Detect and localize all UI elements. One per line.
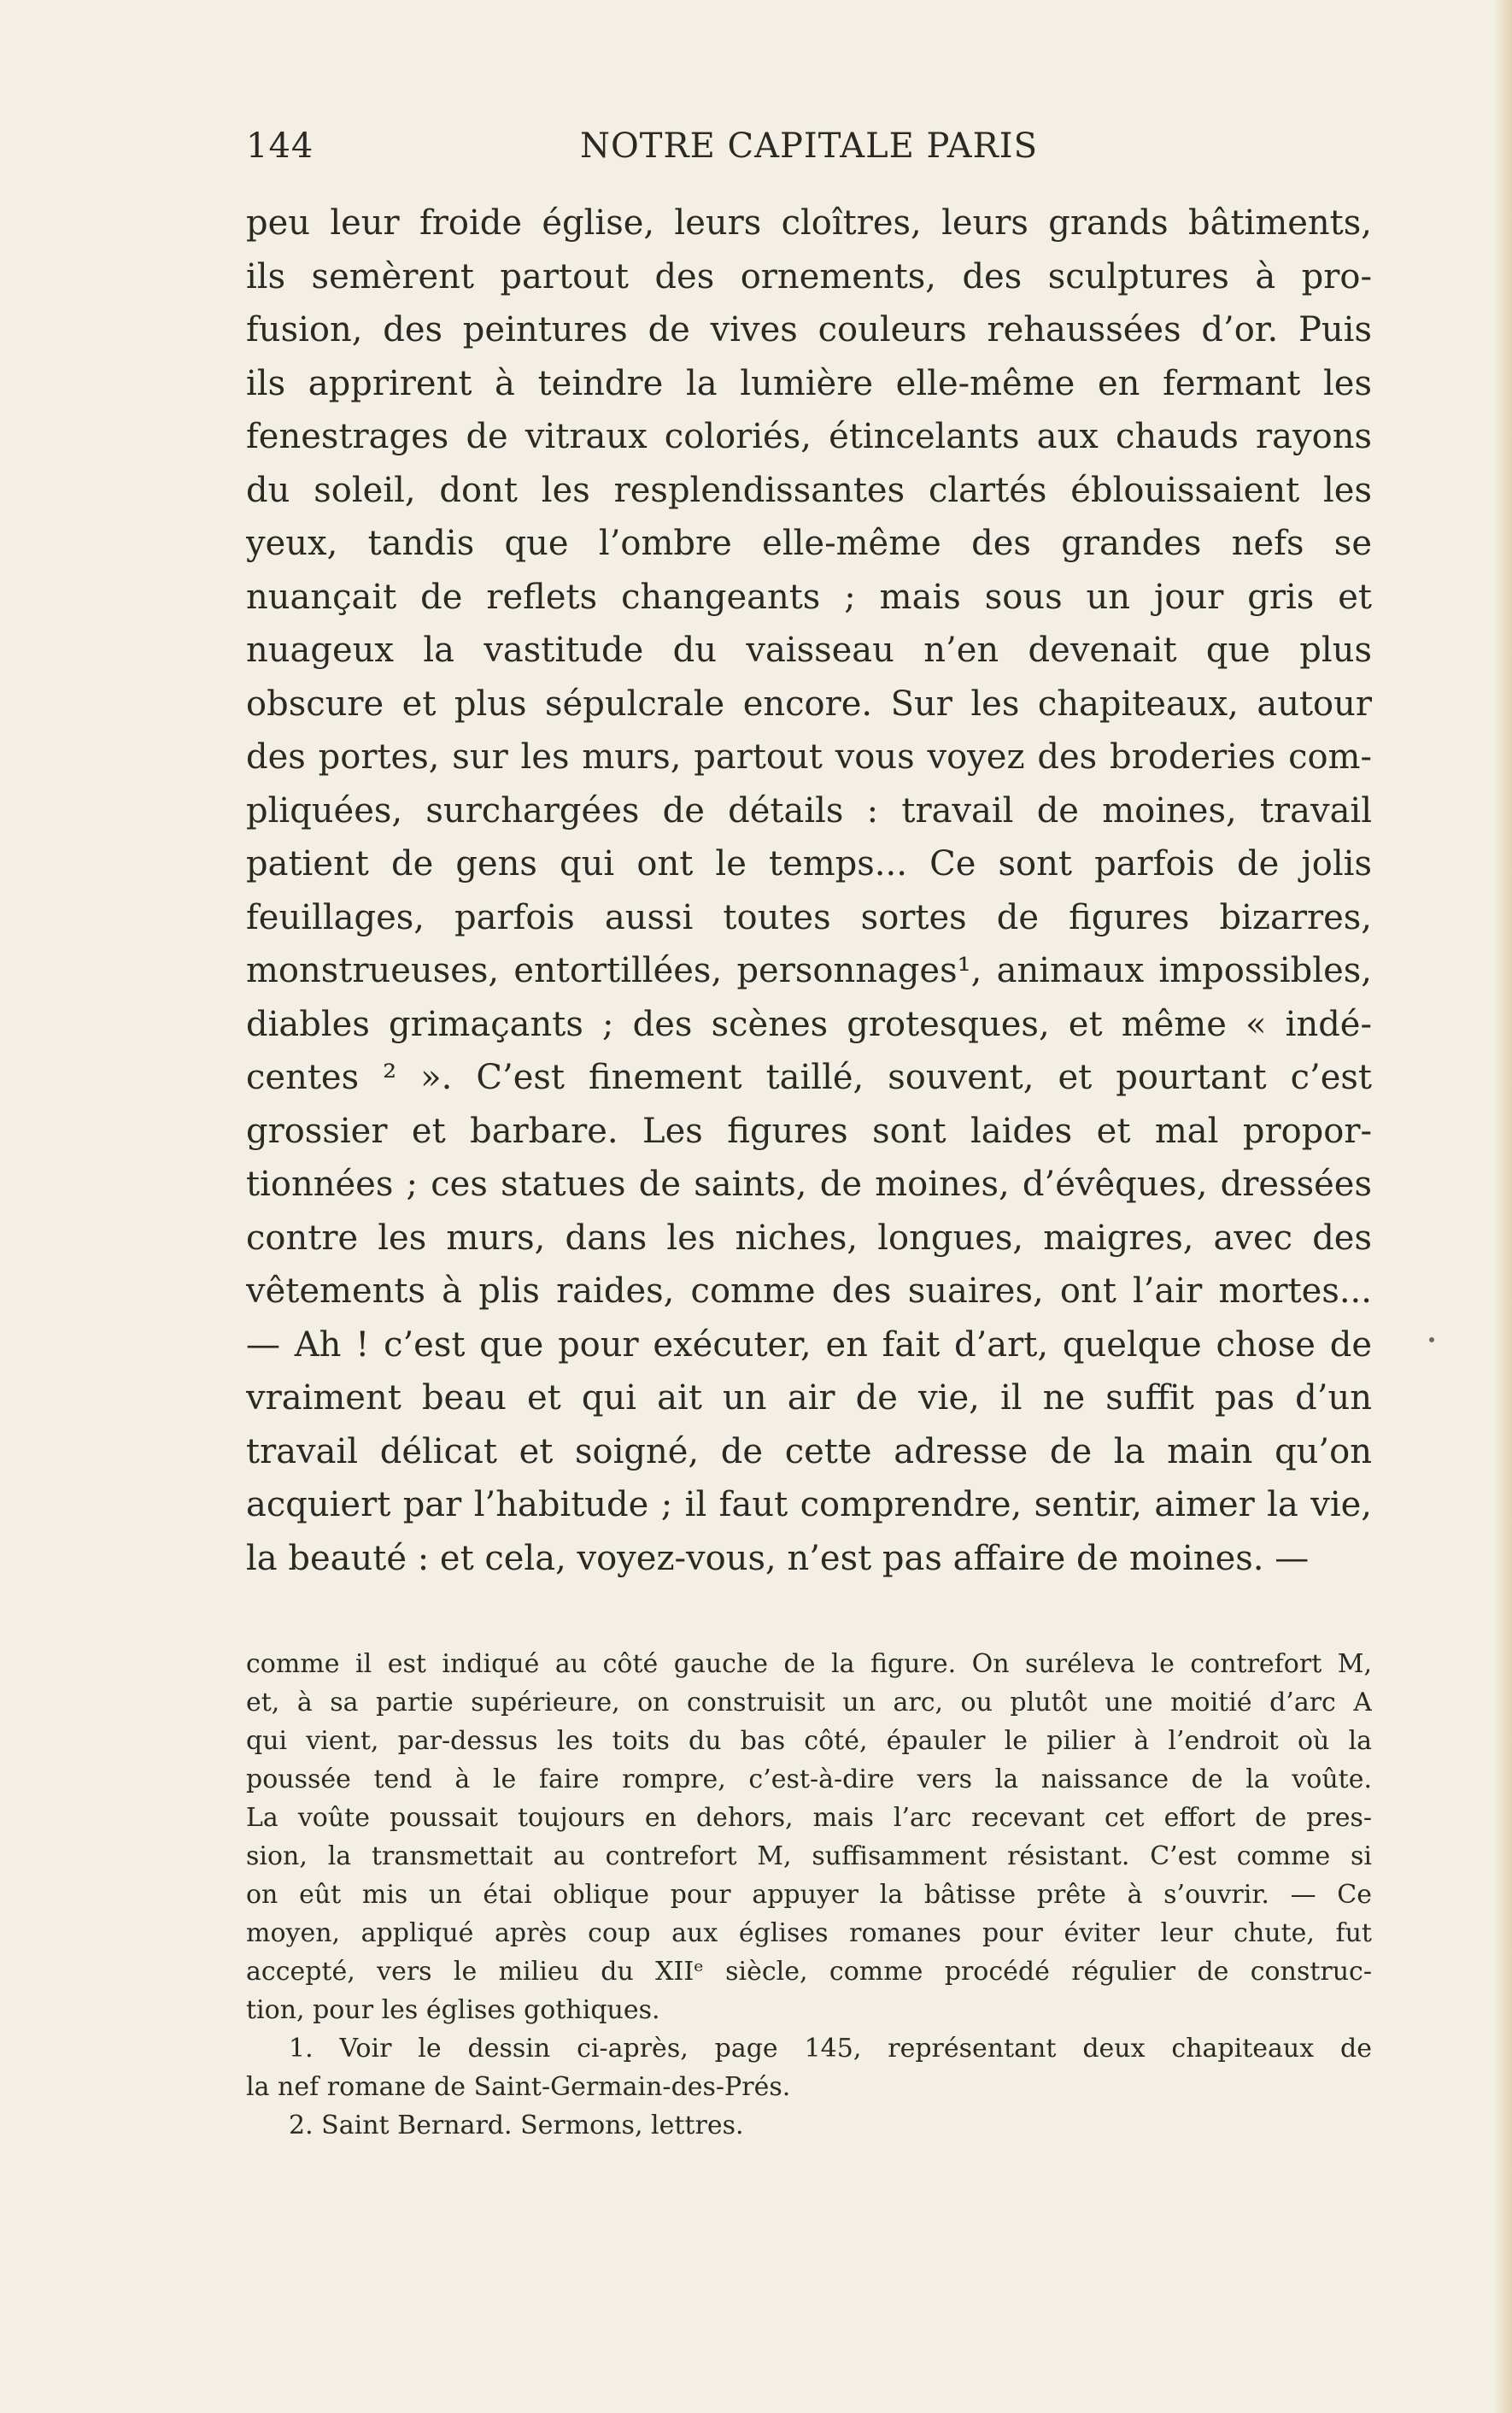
text-line: travail délicat et soigné, de cette adresse de la main qu’on: [246, 1431, 1372, 1471]
text-line: nuançait de reflets changeants ; mais sous un jour gris et: [246, 577, 1372, 617]
text-line: des portes, sur les murs, partout vous voyez des broderies com-: [246, 737, 1372, 777]
text-line: feuillages, parfois aussi toutes sortes de figures bizarres,: [246, 897, 1372, 937]
footnote-line: sion, la transmettait au contrefort M, suffisamment résistant. C’est comme si: [246, 1841, 1372, 1871]
text-line: peu leur froide église, leurs cloîtres, leurs grands bâtiments,: [246, 203, 1372, 243]
text-line: pliquées, surchargées de détails : travail de moines, travail: [246, 790, 1372, 831]
text-line: la beauté : et cela, voyez-vous, n’est pas affaire de moines. —: [246, 1538, 1310, 1578]
text-line: ils apprirent à teindre la lumière elle-même en fermant les: [246, 363, 1372, 403]
footnote-1: 1. Voir le dessin ci-après, page 145, représentant deux chapiteaux de: [289, 2034, 1372, 2064]
text-line: diables grimaçants ; des scènes grotesques, et même « indé-: [246, 1004, 1372, 1044]
footnote-line: accepté, vers le milieu du XIIᵉ siècle, comme procédé régulier de construc-: [246, 1957, 1372, 1987]
footnote-line: la nef romane de Saint-Germain-des-Prés.: [246, 2072, 791, 2102]
margin-mark: [1429, 1337, 1434, 1342]
text-line: — Ah ! c’est que pour exécuter, en fait d’art, quelque chose de: [246, 1324, 1372, 1365]
text-line: contre les murs, dans les niches, longues, maigres, avec des: [246, 1218, 1372, 1258]
footnote-line: La voûte poussait toujours en dehors, mais l’arc recevant cet effort de pres-: [246, 1803, 1372, 1833]
text-line: vraiment beau et qui ait un air de vie, il ne suffit pas d’un: [246, 1378, 1372, 1418]
footnote-line: qui vient, par-dessus les toits du bas côté, épauler le pilier à l’endroit où la: [246, 1726, 1372, 1756]
text-line: yeux, tandis que l’ombre elle-même des grandes nefs se: [246, 524, 1372, 563]
text-line: nuageux la vastitude du vaisseau n’en devenait que plus: [246, 631, 1372, 670]
text-line: grossier et barbare. Les figures sont laides et mal propor-: [246, 1111, 1372, 1151]
text-line: fusion, des peintures de vives couleurs rehaussées d’or. Puis: [246, 310, 1372, 349]
main-text: [246, 197, 1372, 1585]
text-line: acquiert par l’habitude ; il faut comprendre, sentir, aimer la vie,: [246, 1485, 1372, 1524]
footnote-2: 2. Saint Bernard. Sermons, lettres.: [289, 2111, 744, 2140]
text-line: vêtements à plis raides, comme des suaires, ont l’air mortes...: [246, 1271, 1372, 1311]
footnote-line: tion, pour les églises gothiques.: [246, 1995, 660, 2025]
text-line: tionnées ; ces statues de saints, de moines, d’évêques, dressées: [246, 1165, 1372, 1204]
footnote-line: comme il est indiqué au côté gauche de la figure. On suréleva le contrefort M,: [246, 1649, 1372, 1679]
footnote-line: poussée tend à le faire rompre, c’est-à-dire vers la naissance de la voûte.: [246, 1764, 1372, 1794]
running-title: NOTRE CAPITALE PARIS: [579, 126, 1038, 166]
page-number: 144: [246, 126, 314, 166]
text-line: obscure et plus sépulcrale encore. Sur les chapiteaux, autour: [246, 684, 1372, 724]
text-line: fenestrages de vitraux coloriés, étincelants aux chauds rayons: [246, 417, 1372, 456]
page-header: [246, 126, 1372, 169]
footnote-line: et, à sa partie supérieure, on construisit un arc, ou plutôt une moitié d’arc A: [246, 1688, 1372, 1717]
text-line: ils semèrent partout des ornements, des sculptures à pro-: [246, 256, 1372, 296]
text-line: du soleil, dont les resplendissantes clartés éblouissaient les: [246, 470, 1372, 510]
footnote-line: on eût mis un étai oblique pour appuyer la bâtisse prête à s’ouvrir. — Ce: [246, 1880, 1372, 1910]
page-edge-shadow: [1493, 0, 1512, 2413]
text-line: monstrueuses, entortillées, personnages¹, animaux impossibles,: [246, 951, 1372, 990]
text-line: centes ² ». C’est finement taillé, souvent, et pourtant c’est: [246, 1058, 1372, 1097]
footnotes: [246, 1645, 1372, 2145]
text-line: patient de gens qui ont le temps... Ce sont parfois de jolis: [246, 844, 1372, 884]
footnote-line: moyen, appliqué après coup aux églises romanes pour éviter leur chute, fut: [246, 1918, 1372, 1948]
